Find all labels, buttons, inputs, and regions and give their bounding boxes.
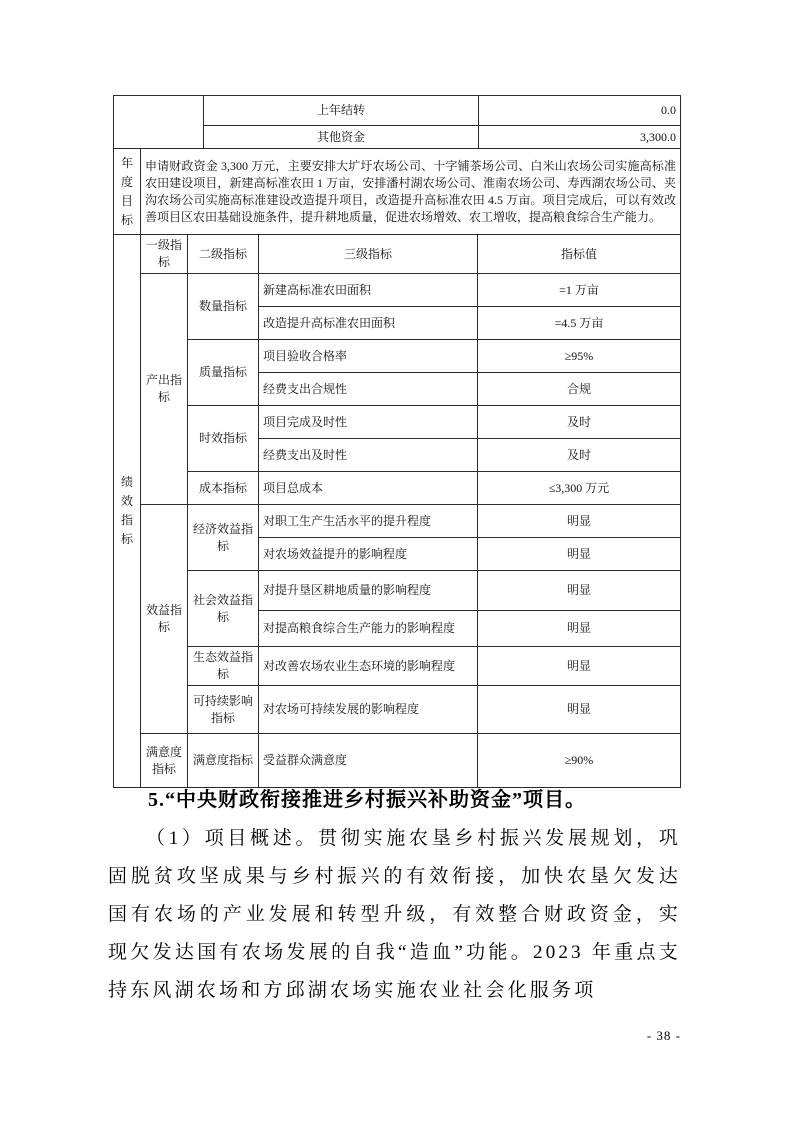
performance-table <box>113 95 680 788</box>
indicator-value-cell: 明显 <box>478 571 681 611</box>
level2-cell: 经济效益指标 <box>188 505 259 571</box>
header-level2: 二级指标 <box>188 235 259 274</box>
level3-cell: 经费支出及时性 <box>259 439 478 472</box>
level2-cell: 可持续影响指标 <box>188 686 259 734</box>
section-paragraph: （1）项目概述。贯彻实施农垦乡村振兴发展规划，巩固脱贫攻坚成果与乡村振兴的有效衔接，加快农垦欠发达国有农场的产业发展和转型升级，有效整合财政资金，实现欠发达国有农场发展的自我“造血”功能。2023 年重点支持东风湖农场和方邱湖农场实施农业社会化服务项 <box>108 828 681 1001</box>
funding-spacer-cell <box>114 96 204 149</box>
level2-cell: 成本指标 <box>188 472 259 505</box>
annual-goal-label: 年度目标 <box>114 149 141 235</box>
table-row <box>114 505 681 538</box>
header-level3: 三级指标 <box>259 235 478 274</box>
header-value: 指标值 <box>478 235 681 274</box>
level1-cell: 产出指标 <box>141 274 188 505</box>
indicator-table <box>113 234 681 788</box>
table-row <box>114 647 681 686</box>
indicator-value-cell: ≤3,300 万元 <box>478 472 681 505</box>
table-row <box>114 340 681 373</box>
level1-cell: 效益指标 <box>141 505 188 734</box>
table-row <box>114 274 681 307</box>
level3-cell: 项目总成本 <box>259 472 478 505</box>
indicator-header-row <box>114 235 681 274</box>
table-row <box>114 149 681 235</box>
level3-cell: 新建高标准农田面积 <box>259 274 478 307</box>
indicator-value-cell: ≥95% <box>478 340 681 373</box>
table-row <box>114 734 681 788</box>
level2-cell: 时效指标 <box>188 406 259 472</box>
funding-carryover-table <box>113 95 681 149</box>
table-row <box>114 406 681 439</box>
section-heading: 5.“中央财政衔接推进乡村振兴补助资金”项目。 <box>148 789 586 811</box>
performance-section-label: 绩效指标 <box>114 235 141 788</box>
level2-cell: 生态效益指标 <box>188 647 259 686</box>
annual-goal-text: 申请财政资金 3,300 万元，主要安排大圹圩农场公司、十字铺茶场公司、白米山农场公司实施高标准农田建设项目，新建高标准农田 1 万亩，安排潘村湖农场公司、淮南农场公司、寿西湖农场公司、夹沟农场公司实施高标准建设改造提升项目，改造提升高标准农田 4.5 万亩。项目完成后，可以有效改善项目区农田基础设施条件，提升耕地质量，促进农场增效、农工增收，提高粮食综合生产能力。 <box>141 149 681 235</box>
funding-label-cell: 其他资金 <box>204 126 479 149</box>
table-row <box>114 571 681 611</box>
level3-cell: 对提升垦区耕地质量的影响程度 <box>259 571 478 611</box>
header-level1: 一级指标 <box>141 235 188 274</box>
level2-cell: 社会效益指标 <box>188 571 259 647</box>
level3-cell: 对职工生产生活水平的提升程度 <box>259 505 478 538</box>
table-row <box>114 96 681 126</box>
level2-cell: 数量指标 <box>188 274 259 340</box>
level2-cell: 满意度指标 <box>188 734 259 788</box>
indicator-value-cell: 明显 <box>478 505 681 538</box>
level3-cell: 经费支出合规性 <box>259 373 478 406</box>
level3-cell: 受益群众满意度 <box>259 734 478 788</box>
level2-cell: 质量指标 <box>188 340 259 406</box>
indicator-value-cell: 合规 <box>478 373 681 406</box>
level3-cell: 对改善农场农业生态环境的影响程度 <box>259 647 478 686</box>
indicator-value-cell: =4.5 万亩 <box>478 307 681 340</box>
funding-value-cell: 0.0 <box>479 96 681 126</box>
indicator-value-cell: =1 万亩 <box>478 274 681 307</box>
indicator-value-cell: ≥90% <box>478 734 681 788</box>
funding-label-cell: 上年结转 <box>204 96 479 126</box>
indicator-value-cell: 明显 <box>478 686 681 734</box>
level1-cell: 满意度指标 <box>141 734 188 788</box>
funding-value-cell: 3,300.0 <box>479 126 681 149</box>
indicator-value-cell: 明显 <box>478 538 681 571</box>
table-row <box>114 686 681 734</box>
indicator-value-cell: 及时 <box>478 439 681 472</box>
level3-cell: 改造提升高标准农田面积 <box>259 307 478 340</box>
annual-goal-table <box>113 148 681 235</box>
indicator-value-cell: 及时 <box>478 406 681 439</box>
page-number: - 38 - <box>646 1028 681 1043</box>
indicator-value-cell: 明显 <box>478 611 681 647</box>
level3-cell: 对农场可持续发展的影响程度 <box>259 686 478 734</box>
level3-cell: 项目验收合格率 <box>259 340 478 373</box>
level3-cell: 对农场效益提升的影响程度 <box>259 538 478 571</box>
table-row <box>114 472 681 505</box>
indicator-value-cell: 明显 <box>478 647 681 686</box>
level3-cell: 对提高粮食综合生产能力的影响程度 <box>259 611 478 647</box>
level3-cell: 项目完成及时性 <box>259 406 478 439</box>
